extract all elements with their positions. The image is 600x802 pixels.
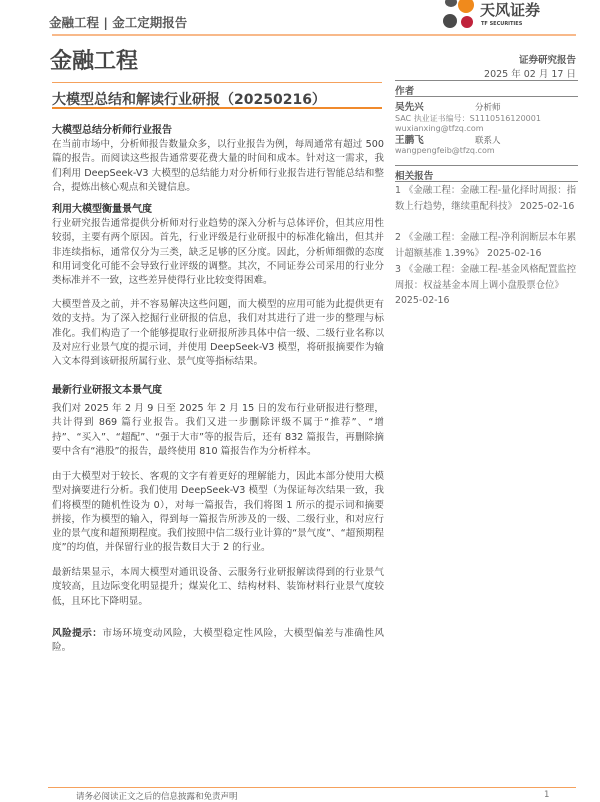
author-email[interactable]: wangpengfeib@tfzq.com bbox=[395, 146, 495, 155]
section-heading: 大模型总结分析师行业报告 bbox=[52, 125, 172, 136]
related-report[interactable]: 2 《金融工程：金融工程-净利润断层本年累计超额基准 1.39%》 2025-02-16 bbox=[395, 232, 577, 259]
paragraph: 我们对 2025 年 2 月 9 日至 2025 年 2 月 15 日的发布行业研报进行整理，共计得到 869 篇行业报告。我们又进一步删除评级不属于“推荐”、“增持”、“买入”、“超配”、“强于大市”等的报告后，还有 832 篇报告，再删除摘要中含有“港股”的报告，最终使用 810 篇报告作为分析样本。 bbox=[52, 403, 384, 457]
author bbox=[395, 132, 578, 155]
author-cert: SAC 执业证书编号：S1110516120001 bbox=[395, 114, 541, 123]
risk-warning bbox=[52, 627, 384, 656]
risk-text: 市场环境变动风险，大模型稳定性风险，大模型偏差与准确性风险。 bbox=[52, 628, 385, 654]
sidebar-rule bbox=[395, 80, 578, 81]
tf-securities-logo bbox=[440, 0, 580, 34]
paragraph: 最新结果显示，本周大模型对通讯设备、云服务行业研报解读得到的行业景气度较高，且边际变化明显提升；煤炭化工、结构材料、装饰材料行业景气度较低，且环比下降明显。 bbox=[52, 567, 384, 607]
related-report[interactable]: 1 《金融工程：金融工程-量化择时周报：指数上行趋势，继续重配科技》 2025-02-16 bbox=[395, 185, 577, 212]
report-date: 2025 年 02 月 17 日 bbox=[484, 69, 576, 80]
doc-category: 金融工程 bbox=[50, 49, 139, 74]
related-report[interactable]: 3 《金融工程：金融工程-基金风格配置监控周报：权益基金本周上调小盘股票仓位》 2025-02-16 bbox=[395, 264, 577, 306]
title-rule-top bbox=[52, 82, 382, 83]
paragraph: 行业研究报告通常提供分析师对行业趋势的深入分析与总体评价，但其应用性较弱，主要有两个原因。首先，行业评级是行业研报中的标准化输出，但其并非连续指标，通常仅分为三类，缺乏足够的区分度。因此，分析师细微的态度和用词变化可能不会导致行业评级的调整。其次，不同证券公司采用的行业分类标准并不一致，这些差异使得行业比较变得困难。 bbox=[52, 218, 384, 287]
paragraph: 由于大模型对于较长、客观的文字有着更好的理解能力，因此本部分使用大模型对摘要进行分析。我们使用 DeepSeek-V3 模型（为保证每次结果一致，我们将模型的随机性设为 0），对每一篇报告，我们将图 1 所示的提示词和摘要拼接，作为模型的输入，得到每一篇报告所涉及的一级、二级行业，和对应行业的景气度和超预期程度。我们按照中信二级行业计算的“景气度”、“超预期程度”的均值，并保留行业的报告数目大于 2 的行业。 bbox=[52, 471, 384, 554]
author-role: 联系人 bbox=[475, 136, 501, 146]
footer-disclaimer: 请务必阅读正文之后的信息披露和免责声明 bbox=[76, 792, 238, 802]
doc-title: 大模型总结和解读行业研报（20250216） bbox=[52, 92, 326, 108]
breadcrumb: 金融工程 | 金工定期报告 bbox=[49, 15, 188, 30]
footer-rule bbox=[48, 787, 576, 788]
author bbox=[395, 99, 578, 133]
svg-text:TF SECURITIES: TF SECURITIES bbox=[481, 21, 523, 27]
author-name: 王鹏飞 bbox=[395, 135, 424, 146]
risk-label: 风险提示： bbox=[52, 628, 103, 639]
paragraph: 大模型普及之前，并不容易解决这些问题，而大模型的应用可能为此提供更有效的支持。为了深入挖掘行业研报的信息，我们对其进行了进一步的整理与标准化。我们构造了一个能够提取行业研报所涉具体中信一级、二级行业名称以及对应行业景气度的提示词，并使用 DeepSeek-V3 模型，将研报摘要作为输入文本得到该研报所属行业、景气度等指标结果。 bbox=[52, 299, 384, 368]
svg-text:天风证券: 天风证券 bbox=[480, 1, 541, 19]
sidebar-rule bbox=[395, 96, 578, 97]
section-heading: 利用大模型衡量景气度 bbox=[52, 204, 152, 215]
logo-mark-icon bbox=[440, 0, 580, 34]
paragraph: 在当前市场中，分析师报告数量众多，以行业报告为例，每周通常有超过 500 篇的报告。而阅读这些报告通常要花费大量的时间和成本。针对这一需求，我们利用 DeepSeek-V3 大模型的总结能力对分析师行业报告进行智能总结和整合，提炼出核心观点和关键信息。 bbox=[52, 139, 384, 193]
related-label: 相关报告 bbox=[395, 171, 434, 182]
page-number: 1 bbox=[544, 790, 550, 800]
sidebar-rule bbox=[395, 165, 578, 166]
author-email[interactable]: wuxianxing@tfzq.com bbox=[395, 124, 484, 133]
section-heading: 最新行业研报文本景气度 bbox=[52, 385, 162, 396]
author-role: 分析师 bbox=[475, 103, 501, 113]
header-rule bbox=[52, 34, 576, 36]
author-name: 吴先兴 bbox=[395, 102, 424, 113]
report-type: 证券研究报告 bbox=[518, 55, 576, 66]
authors-label: 作者 bbox=[395, 86, 415, 97]
sidebar-rule bbox=[395, 181, 578, 182]
title-rule-bottom bbox=[52, 107, 382, 109]
